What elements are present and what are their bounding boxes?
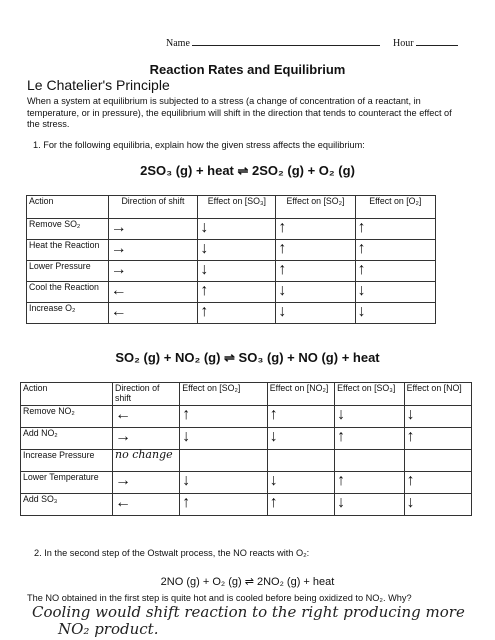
col-header: Effect on [SO₃] bbox=[335, 383, 405, 406]
handwritten-answer[interactable]: ↓ bbox=[180, 428, 268, 450]
equation-1: 2SO₃ (g) + heat ⇌ 2SO₂ (g) + O₂ (g) bbox=[140, 163, 355, 178]
page-subtitle: Le Chatelier's Principle bbox=[27, 77, 170, 93]
handwritten-answer[interactable]: ↑ bbox=[404, 428, 471, 450]
handwritten-answer[interactable]: ↓ bbox=[404, 494, 471, 516]
handwritten-answer[interactable]: ↓ bbox=[198, 240, 276, 261]
table-row bbox=[27, 282, 436, 303]
handwritten-answer[interactable]: → bbox=[108, 219, 198, 240]
handwritten-answer[interactable]: ↑ bbox=[180, 494, 268, 516]
handwritten-answer-line-1[interactable]: Cooling would shift reaction to the right producing more bbox=[32, 603, 465, 621]
col-header: Action bbox=[21, 383, 113, 406]
handwritten-answer[interactable]: ↓ bbox=[355, 303, 435, 324]
handwritten-answer-line-2[interactable]: NO₂ product. bbox=[58, 620, 159, 638]
handwritten-answer[interactable]: ← bbox=[112, 494, 179, 516]
handwritten-answer[interactable]: ↑ bbox=[276, 219, 355, 240]
handwritten-answer[interactable]: ← bbox=[108, 282, 198, 303]
table-row bbox=[21, 472, 472, 494]
question-2-text: The NO obtained in the first step is quite hot and is cooled before being oxidized to NO₂. Why? bbox=[27, 593, 412, 603]
handwritten-answer[interactable]: ← bbox=[112, 406, 179, 428]
action-cell: Heat the Reaction bbox=[27, 240, 109, 261]
handwritten-answer[interactable]: ↓ bbox=[198, 261, 276, 282]
hour-label: Hour bbox=[393, 38, 414, 49]
name-blank-line[interactable] bbox=[192, 36, 380, 46]
handwritten-answer[interactable]: ↑ bbox=[180, 406, 268, 428]
col-header: Effect on [SO₂] bbox=[276, 196, 355, 219]
handwritten-answer[interactable]: ↓ bbox=[267, 472, 334, 494]
handwritten-answer[interactable]: → bbox=[112, 472, 179, 494]
table-row bbox=[21, 494, 472, 516]
table-2-header-row bbox=[21, 383, 472, 406]
handwritten-answer[interactable]: ↑ bbox=[276, 261, 355, 282]
name-label: Name bbox=[166, 38, 190, 49]
handwritten-answer[interactable]: ↑ bbox=[404, 472, 471, 494]
handwritten-answer[interactable]: ↓ bbox=[335, 406, 405, 428]
action-cell: Add NO₂ bbox=[21, 428, 113, 450]
handwritten-answer[interactable]: ↓ bbox=[276, 303, 355, 324]
action-cell: Increase O₂ bbox=[27, 303, 109, 324]
table-1 bbox=[26, 195, 436, 324]
handwritten-answer[interactable]: no change bbox=[112, 450, 179, 472]
table-2 bbox=[20, 382, 472, 516]
hour-field bbox=[393, 36, 458, 49]
handwritten-answer[interactable]: → bbox=[108, 261, 198, 282]
handwritten-answer[interactable] bbox=[180, 450, 268, 472]
handwritten-answer[interactable]: ↓ bbox=[355, 282, 435, 303]
handwritten-answer[interactable]: ↑ bbox=[335, 472, 405, 494]
name-field bbox=[166, 36, 380, 49]
col-header: Direction of shift bbox=[108, 196, 198, 219]
handwritten-answer[interactable]: ↑ bbox=[355, 261, 435, 282]
action-cell: Increase Pressure bbox=[21, 450, 113, 472]
col-header: Effect on [SO₃] bbox=[198, 196, 276, 219]
handwritten-answer[interactable] bbox=[335, 450, 405, 472]
col-header: Direction of shift bbox=[112, 383, 179, 406]
handwritten-answer[interactable]: ↑ bbox=[267, 406, 334, 428]
equation-2: SO₂ (g) + NO₂ (g) ⇌ SO₃ (g) + NO (g) + heat bbox=[115, 350, 380, 365]
handwritten-answer[interactable]: ↓ bbox=[267, 428, 334, 450]
handwritten-answer[interactable] bbox=[267, 450, 334, 472]
intro-paragraph: When a system at equilibrium is subjected to a stress (a change of concentration of a reactant, in temperature, or in pressure), the equilibrium will shift in the direction that tends to counteract the effect of the stress. bbox=[27, 96, 452, 129]
handwritten-answer[interactable]: ↓ bbox=[180, 472, 268, 494]
col-header: Effect on [NO] bbox=[404, 383, 471, 406]
table-row bbox=[21, 450, 472, 472]
handwritten-answer[interactable]: ↑ bbox=[267, 494, 334, 516]
handwritten-answer[interactable]: ↑ bbox=[198, 282, 276, 303]
handwritten-answer[interactable]: → bbox=[112, 428, 179, 450]
handwritten-answer[interactable]: ↓ bbox=[198, 219, 276, 240]
action-cell: Lower Temperature bbox=[21, 472, 113, 494]
col-header: Effect on [NO₂] bbox=[267, 383, 334, 406]
action-cell: Remove NO₂ bbox=[21, 406, 113, 428]
table-row bbox=[21, 406, 472, 428]
handwritten-answer[interactable] bbox=[404, 450, 471, 472]
question-1: 1. For the following equilibria, explain how the given stress affects the equilibrium: bbox=[33, 140, 365, 150]
handwritten-answer[interactable]: → bbox=[108, 240, 198, 261]
table-1-header-row bbox=[27, 196, 436, 219]
action-cell: Add SO₃ bbox=[21, 494, 113, 516]
table-row bbox=[21, 428, 472, 450]
handwritten-answer[interactable]: ↑ bbox=[276, 240, 355, 261]
handwritten-answer[interactable]: ↑ bbox=[355, 240, 435, 261]
handwritten-answer[interactable]: ← bbox=[108, 303, 198, 324]
action-cell: Remove SO₂ bbox=[27, 219, 109, 240]
table-row bbox=[27, 219, 436, 240]
handwritten-answer[interactable]: ↓ bbox=[335, 494, 405, 516]
hour-blank-line[interactable] bbox=[416, 36, 458, 46]
col-header: Effect on [O₂] bbox=[355, 196, 435, 219]
equation-3: 2NO (g) + O₂ (g) ⇌ 2NO₂ (g) + heat bbox=[160, 576, 335, 588]
col-header: Action bbox=[27, 196, 109, 219]
page-title: Reaction Rates and Equilibrium bbox=[149, 62, 346, 77]
table-row bbox=[27, 261, 436, 282]
handwritten-answer[interactable]: ↓ bbox=[404, 406, 471, 428]
handwritten-answer[interactable]: ↓ bbox=[276, 282, 355, 303]
handwritten-answer[interactable]: ↑ bbox=[198, 303, 276, 324]
table-row bbox=[27, 240, 436, 261]
col-header: Effect on [SO₂] bbox=[180, 383, 268, 406]
handwritten-answer[interactable]: ↑ bbox=[355, 219, 435, 240]
table-row bbox=[27, 303, 436, 324]
action-cell: Cool the Reaction bbox=[27, 282, 109, 303]
action-cell: Lower Pressure bbox=[27, 261, 109, 282]
handwritten-answer[interactable]: ↑ bbox=[335, 428, 405, 450]
question-2: 2. In the second step of the Ostwalt process, the NO reacts with O₂: bbox=[34, 548, 310, 558]
